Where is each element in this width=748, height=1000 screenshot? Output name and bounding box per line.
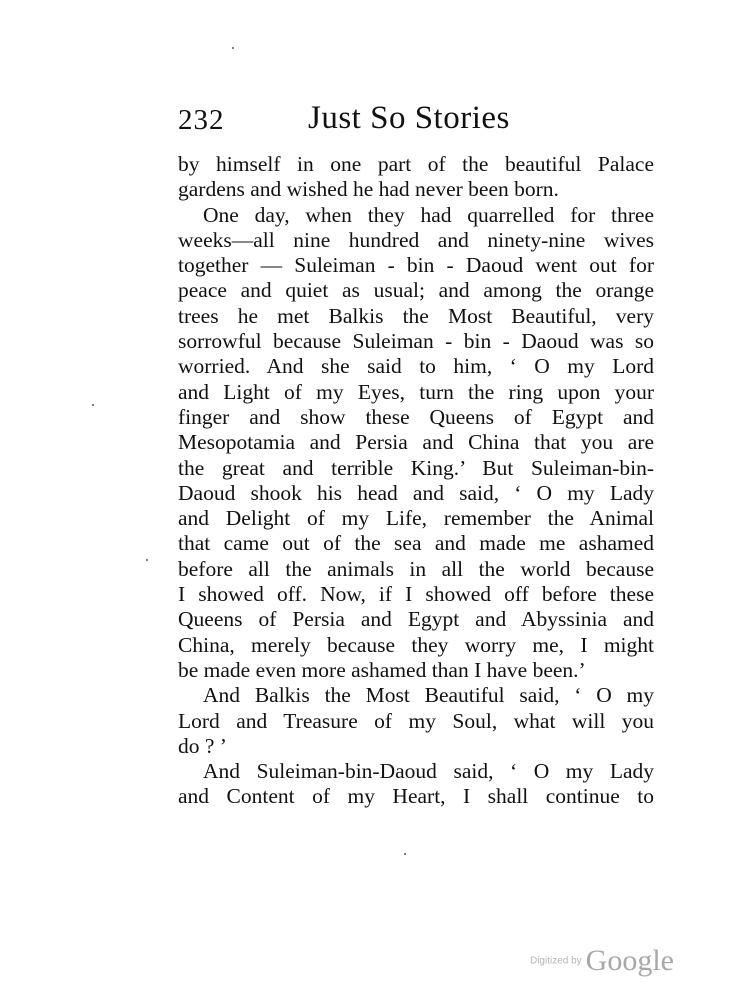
running-title: Just So Stories (308, 100, 510, 136)
text-line: gardens and wished he had never been born. (178, 177, 559, 202)
scan-speck (92, 404, 94, 406)
text-line: I showed off. Now, if I showed off before these (178, 582, 654, 607)
body-text (178, 152, 654, 810)
text-line: finger and show these Queens of Egypt and (178, 404, 654, 429)
text-line: be made even more ashamed than I have been.’ (178, 657, 586, 682)
text-line: do ? ’ (178, 733, 227, 758)
text-line: and Light of my Eyes, turn the ring upon your (178, 379, 654, 404)
scan-speck (146, 559, 148, 561)
scan-speck (404, 853, 406, 855)
text-line: And Suleiman-bin-Daoud said, ‘ O my Lady (203, 759, 654, 784)
text-line: And Balkis the Most Beautiful said, ‘ O my (203, 683, 654, 708)
text-line: the great and terrible King.’ But Suleiman-bin- (178, 455, 654, 480)
text-line: Mesopotamia and Persia and China that you are (178, 430, 654, 455)
text-line: peace and quiet as usual; and among the orange (178, 278, 654, 303)
digitized-by-watermark (530, 944, 674, 978)
text-line: together — Suleiman - bin - Daoud went out for (178, 253, 654, 278)
google-logo-text: Google (585, 944, 674, 977)
text-line: worried. And she said to him, ‘ O my Lord (178, 354, 654, 379)
text-line: Lord and Treasure of my Soul, what will you (178, 708, 654, 733)
watermark-prefix: Digitized by (529, 955, 582, 967)
text-line: before all the animals in all the world because (178, 556, 654, 581)
text-line: and Content of my Heart, I shall continue to (178, 784, 654, 809)
text-line: weeks—all nine hundred and ninety-nine wives (178, 227, 654, 252)
text-line: and Delight of my Life, remember the Animal (178, 506, 654, 531)
text-line: sorrowful because Suleiman - bin - Daoud was so (178, 329, 654, 354)
page-number: 232 (178, 104, 225, 136)
text-line: Daoud shook his head and said, ‘ O my Lady (178, 480, 654, 505)
text-line: trees he met Balkis the Most Beautiful, very (178, 303, 654, 328)
text-line: One day, when they had quarrelled for three (203, 202, 654, 227)
text-line: by himself in one part of the beautiful Palace (178, 152, 654, 176)
page-header (178, 100, 654, 140)
scan-speck (232, 47, 234, 49)
text-line: Queens of Persia and Egypt and Abyssinia and (178, 607, 654, 632)
text-line: that came out of the sea and made me ashamed (178, 531, 654, 556)
text-line: China, merely because they worry me, I might (178, 632, 654, 657)
